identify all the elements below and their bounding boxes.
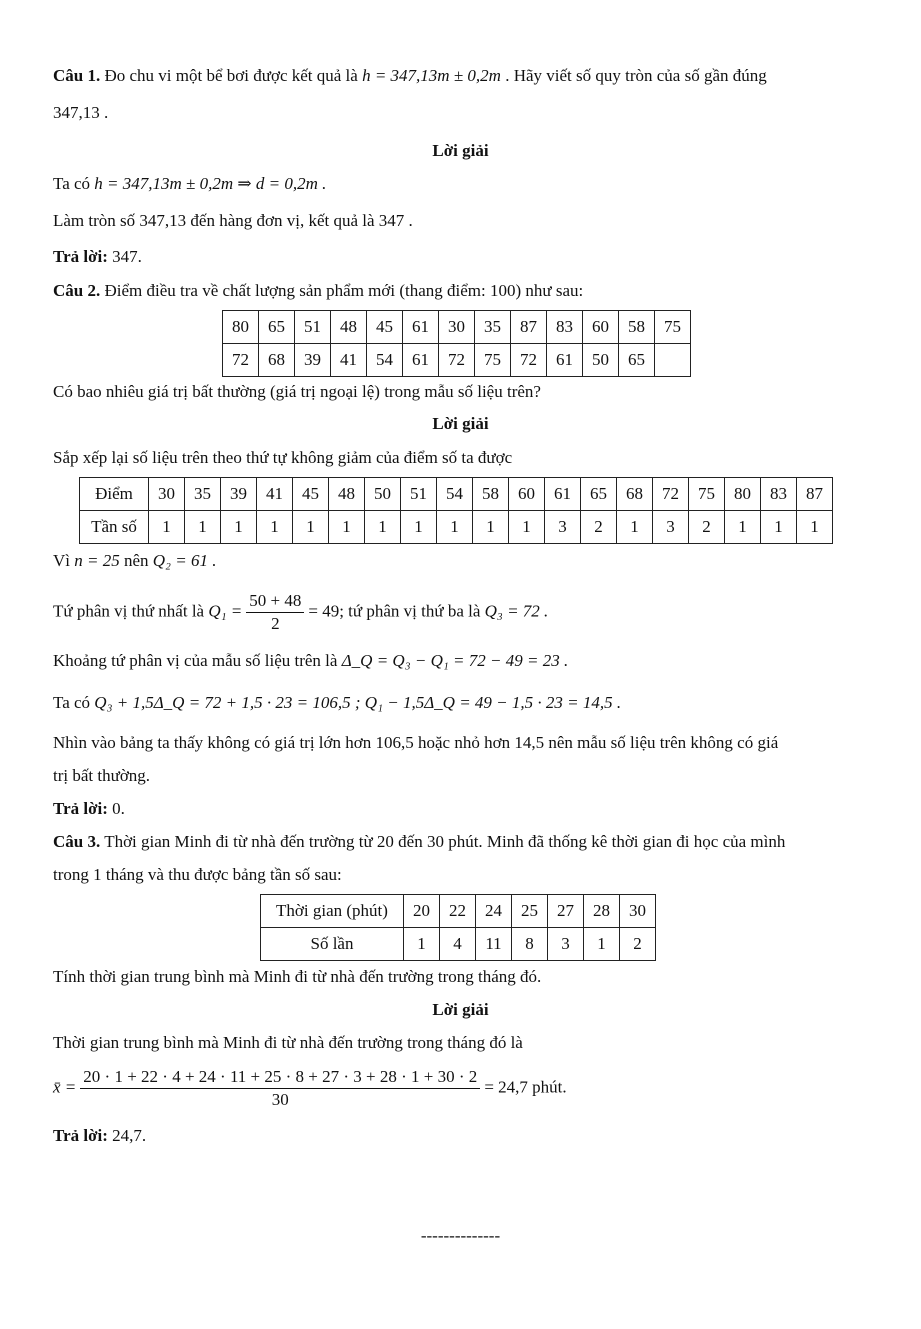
q3-answer: Trả lời: 24,7. [53, 1126, 147, 1145]
table-cell: 51 [401, 478, 437, 511]
table-cell: 75 [475, 344, 511, 377]
table-cell: 1 [329, 511, 365, 544]
table-cell: 1 [584, 928, 620, 961]
q2-vi: Vì n = 25 nên Q₂ = 61 . [53, 551, 217, 570]
q3-question: Tính thời gian trung bình mà Minh đi từ nhà đến trường trong tháng đó. [53, 967, 542, 986]
table-cell: 60 [509, 478, 545, 511]
table-cell: 1 [185, 511, 221, 544]
table-cell: 45 [293, 478, 329, 511]
table-cell: 1 [509, 511, 545, 544]
table-cell: 2 [689, 511, 725, 544]
table-cell: 65 [619, 344, 655, 377]
table-cell: 58 [619, 311, 655, 344]
table-cell: 1 [257, 511, 293, 544]
table-cell: 1 [437, 511, 473, 544]
q1-text-a: Đo chu vi một bể bơi được kết quả là [104, 66, 358, 85]
table-cell: 1 [797, 511, 833, 544]
table-cell: 30 [439, 311, 475, 344]
q1-text-b: . Hãy viết số quy tròn của số gần đúng [505, 66, 767, 85]
table-cell: 75 [689, 478, 725, 511]
table-cell: 3 [653, 511, 689, 544]
table-cell: 39 [221, 478, 257, 511]
q3-sol1: Thời gian trung bình mà Minh đi từ nhà đến trường trong tháng đó là [53, 1033, 523, 1052]
table-cell: 27 [548, 895, 584, 928]
q2-quartiles: Tứ phân vị thứ nhất là Q₁ = $\frac{50 + 48}{2}$ = 49; tứ phân vị thứ ba là Q₃ = 72 . [53, 591, 549, 633]
table-cell: 54 [437, 478, 473, 511]
mean-fraction: 20 · 1 + 22 · 4 + 24 · 11 + 25 · 8 + 27 · 3 + 28 · 1 + 30 · 2 30 [80, 1066, 480, 1111]
table-cell: 50 [583, 344, 619, 377]
q2-conclusion-2: trị bất thường. [53, 766, 151, 785]
table-cell: 61 [547, 344, 583, 377]
table-cell: 30 [149, 478, 185, 511]
table-cell: 2 [620, 928, 656, 961]
q2-data-table [222, 310, 691, 377]
table-cell: 39 [295, 344, 331, 377]
q1-sol2: Làm tròn số 347,13 đến hàng đơn vị, kết quả là 347 . [53, 211, 413, 230]
table-cell: 1 [404, 928, 440, 961]
table-row [261, 928, 656, 961]
q2-sort-text: Sắp xếp lại số liệu trên theo thứ tự không giảm của điểm số ta được [53, 448, 513, 467]
table-cell: 48 [329, 478, 365, 511]
row-header: Thời gian (phút) [261, 895, 404, 928]
q2-label: Câu 2. [53, 281, 101, 300]
table-cell [655, 344, 691, 377]
table-cell: 68 [617, 478, 653, 511]
row-header: Tần số [80, 511, 149, 544]
table-cell: 11 [476, 928, 512, 961]
table-cell: 2 [581, 511, 617, 544]
table-cell: 41 [331, 344, 367, 377]
table-row [261, 895, 656, 928]
table-cell: 54 [367, 344, 403, 377]
table-cell: 60 [583, 311, 619, 344]
table-cell: 80 [223, 311, 259, 344]
q3-solution-title: Lời giải [432, 1000, 489, 1019]
q2-bounds: Ta có Q₃ + 1,5Δ_Q = 72 + 1,5 · 23 = 106,5 ; Q₁ − 1,5Δ_Q = 49 − 1,5 · 23 = 14,5 . [53, 693, 622, 712]
q3-frequency-table [260, 894, 656, 961]
q1-fraction: $\frac{50 + 48}{2}$ [246, 590, 304, 635]
footer-divider: -------------- [420, 1226, 501, 1245]
table-cell: 1 [365, 511, 401, 544]
table-cell: 75 [655, 311, 691, 344]
table-cell: 72 [653, 478, 689, 511]
table-row [223, 344, 691, 377]
table-cell: 4 [440, 928, 476, 961]
table-cell: 28 [584, 895, 620, 928]
table-cell: 72 [511, 344, 547, 377]
table-cell: 80 [725, 478, 761, 511]
table-cell: 87 [511, 311, 547, 344]
q1-answer: Trả lời: 347. [53, 247, 142, 266]
q2-frequency-table [79, 477, 833, 544]
table-cell: 3 [545, 511, 581, 544]
table-cell: 65 [581, 478, 617, 511]
table-cell: 1 [473, 511, 509, 544]
table-row [80, 478, 833, 511]
table-cell: 50 [365, 478, 401, 511]
q1-solution-title: Lời giải [432, 141, 489, 160]
table-cell: 35 [185, 478, 221, 511]
table-cell: 87 [797, 478, 833, 511]
table-cell: 51 [295, 311, 331, 344]
row-header: Điểm [80, 478, 149, 511]
table-cell: 83 [761, 478, 797, 511]
q1-math-a: h = 347,13m ± 0,2m [362, 66, 501, 85]
table-cell: 1 [761, 511, 797, 544]
table-cell: 72 [439, 344, 475, 377]
table-cell: 25 [512, 895, 548, 928]
q2-question: Có bao nhiêu giá trị bất thường (giá trị ngoại lệ) trong mẫu số liệu trên? [53, 382, 541, 401]
table-cell: 1 [221, 511, 257, 544]
table-cell: 61 [545, 478, 581, 511]
q2-line1: Câu 2. Điểm điều tra về chất lượng sản phẩm mới (thang điểm: 100) như sau: [53, 281, 584, 300]
table-cell: 61 [403, 344, 439, 377]
table-cell: 1 [401, 511, 437, 544]
q3-line2: trong 1 tháng và thu được bảng tần số sau: [53, 865, 342, 884]
table-cell: 68 [259, 344, 295, 377]
q1-sol1: Ta có h = 347,13m ± 0,2m ⇒ d = 0,2m . [53, 174, 327, 193]
q2-answer: Trả lời: 0. [53, 799, 125, 818]
table-cell: 1 [725, 511, 761, 544]
table-cell: 30 [620, 895, 656, 928]
table-row [223, 311, 691, 344]
table-cell: 3 [548, 928, 584, 961]
table-cell: 72 [223, 344, 259, 377]
table-cell: 65 [259, 311, 295, 344]
table-cell: 45 [367, 311, 403, 344]
q2-iqr: Khoảng tứ phân vị của mẫu số liệu trên là Δ_Q = Q₃ − Q₁ = 72 − 49 = 23 . [53, 651, 569, 670]
q3-label: Câu 3. [53, 832, 101, 851]
table-cell: 35 [475, 311, 511, 344]
table-cell: 41 [257, 478, 293, 511]
table-cell: 20 [404, 895, 440, 928]
q2-solution-title: Lời giải [432, 414, 489, 433]
table-cell: 1 [617, 511, 653, 544]
table-row [80, 511, 833, 544]
row-header: Số lần [261, 928, 404, 961]
table-cell: 58 [473, 478, 509, 511]
q3-mean: x̄ = 20 · 1 + 22 · 4 + 24 · 11 + 25 · 8 + 27 · 3 + 28 · 1 + 30 · 2 30 = 24,7 phút. [53, 1067, 567, 1109]
table-cell: 8 [512, 928, 548, 961]
table-cell: 1 [149, 511, 185, 544]
table-cell: 61 [403, 311, 439, 344]
table-cell: 83 [547, 311, 583, 344]
table-cell: 48 [331, 311, 367, 344]
q2-conclusion-1: Nhìn vào bảng ta thấy không có giá trị lớn hơn 106,5 hoặc nhỏ hơn 14,5 nên mẫu số liệu trên không có giá [53, 733, 779, 752]
table-cell: 22 [440, 895, 476, 928]
table-cell: 1 [293, 511, 329, 544]
q1-label: Câu 1. [53, 66, 101, 85]
q3-line1: Câu 3. Thời gian Minh đi từ nhà đến trường từ 20 đến 30 phút. Minh đã thống kê thời gian đi học của mình [53, 832, 786, 851]
table-cell: 24 [476, 895, 512, 928]
q1-line2: 347,13 . [53, 103, 109, 122]
q1-line1 [53, 66, 767, 86]
